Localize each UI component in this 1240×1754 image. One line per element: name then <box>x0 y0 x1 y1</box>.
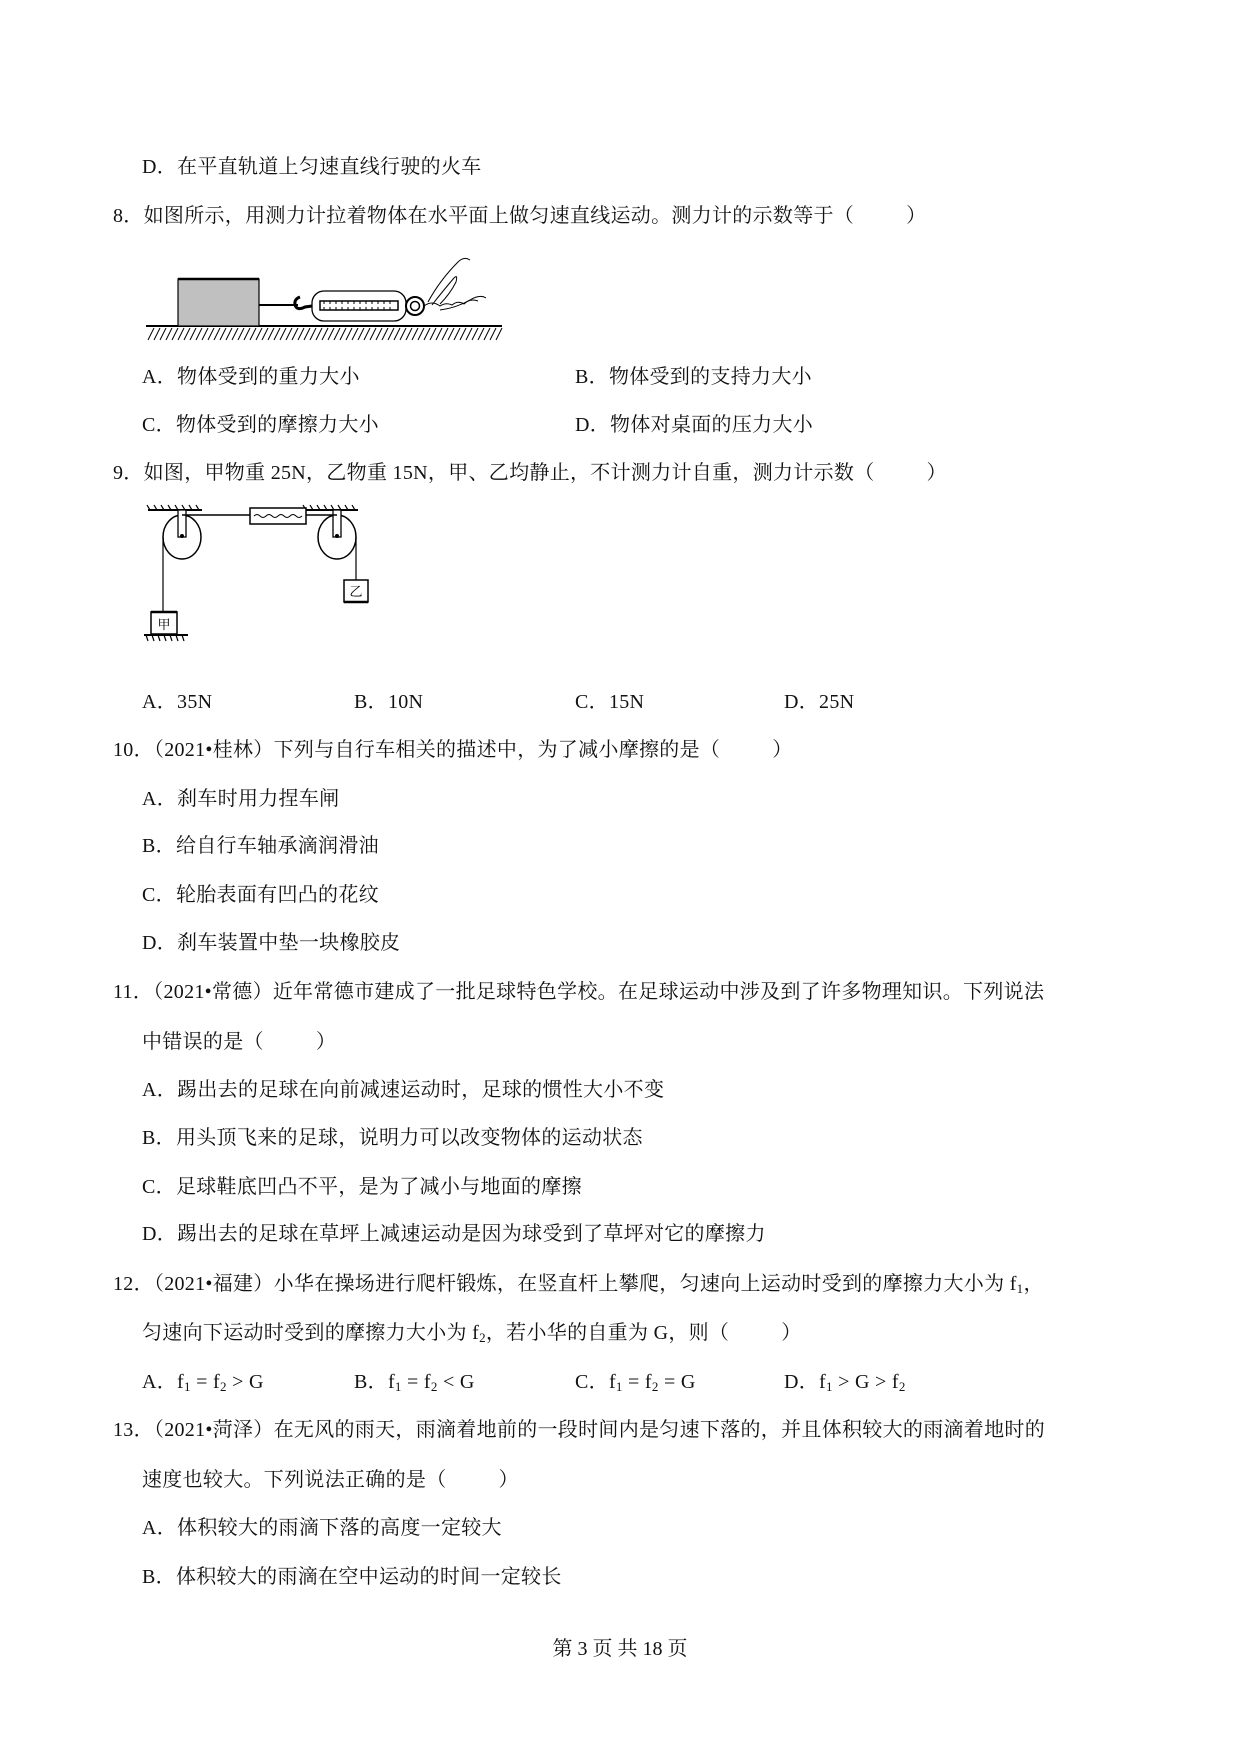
q11-option-a <box>142 1078 664 1102</box>
formula-part: = f <box>622 1371 652 1393</box>
figure-block-spring-scale <box>140 250 520 340</box>
subscript: 1 <box>394 1379 402 1394</box>
q9-stem <box>113 461 947 485</box>
question-number: 13． <box>113 1419 154 1441</box>
q10-option-b <box>142 834 379 858</box>
option-text: 在平直轨道上匀速直线行驶的火车 <box>177 156 482 178</box>
q12-option-d <box>784 1370 906 1394</box>
option-dot: ． <box>156 156 178 178</box>
q9-option-c <box>575 690 644 714</box>
block-jia-label: 甲 <box>157 618 171 633</box>
question-number: 12． <box>113 1273 154 1295</box>
figure-pulleys-spring-scale <box>140 500 420 650</box>
subscript: 1 <box>1016 1281 1024 1296</box>
question-text: ， <box>1023 1273 1044 1295</box>
formula-part: f <box>177 1371 185 1393</box>
question-number: 9． <box>113 462 144 484</box>
formula-part: = G <box>658 1371 696 1393</box>
question-paren-close: ） <box>926 462 947 484</box>
question-paren-close: ） <box>772 739 793 761</box>
option-label: C． <box>142 884 176 906</box>
q12-option-b <box>354 1370 475 1394</box>
option-label: B． <box>142 1566 176 1588</box>
option-label: D． <box>784 1371 820 1393</box>
q12-stem-continued <box>142 1321 802 1345</box>
formula-part: f <box>819 1371 827 1393</box>
subscript: 2 <box>479 1330 486 1345</box>
q11-stem-continued <box>142 1030 336 1054</box>
q10-option-c <box>142 883 379 907</box>
option-label: C． <box>142 414 176 436</box>
option-label: A． <box>142 788 178 810</box>
question-source: （2021•福建） <box>153 1273 274 1295</box>
block-yi-label: 乙 <box>349 585 363 600</box>
q8-option-d <box>575 413 813 437</box>
question-text: 在无风的雨天，雨滴着地前的一段时间内是匀速下落的，并且体积较大的雨滴着地时的 <box>273 1419 1046 1441</box>
question-number: 10． <box>113 739 154 761</box>
option-text: 体积较大的雨滴在空中运动的时间一定较长 <box>175 1566 562 1588</box>
option-label: A． <box>142 1371 178 1393</box>
subscript: 1 <box>184 1379 191 1394</box>
option-label: A． <box>142 1517 178 1539</box>
q11-option-d <box>142 1222 766 1246</box>
option-text: 刹车时用力捏车闸 <box>177 788 340 810</box>
option-text: 物体对桌面的压力大小 <box>610 414 814 436</box>
option-label: B． <box>575 366 609 388</box>
option-label: D． <box>784 691 820 713</box>
option-text: 体积较大的雨滴下落的高度一定较大 <box>177 1517 502 1539</box>
q7-option-d <box>142 155 482 179</box>
subscript: 1 <box>615 1379 623 1394</box>
q11-option-c <box>142 1175 582 1199</box>
q8-stem <box>113 204 926 228</box>
q13-stem-continued <box>142 1468 519 1492</box>
q8-option-c <box>142 413 379 437</box>
formula-part: = f <box>401 1371 431 1393</box>
option-label: B． <box>142 1127 176 1149</box>
q13-option-a <box>142 1516 502 1540</box>
question-paren-close: ） <box>315 1031 337 1053</box>
subscript: 2 <box>898 1379 906 1394</box>
option-label: D <box>142 156 157 178</box>
q10-stem <box>113 738 793 762</box>
q9-option-b <box>354 690 423 714</box>
q12-option-c <box>575 1370 696 1394</box>
subscript: 2 <box>430 1379 438 1394</box>
option-text: 25N <box>819 691 855 713</box>
option-label: C． <box>142 1176 176 1198</box>
formula-part: f <box>608 1371 616 1393</box>
question-source: （2021•常德） <box>153 981 273 1003</box>
question-text: 匀速向下运动时受到的摩擦力大小为 f <box>142 1322 480 1344</box>
q8-option-a <box>142 365 360 389</box>
q12-option-a <box>142 1370 264 1394</box>
question-text: 如图所示，用测力计拉着物体在水平面上做匀速直线运动。测力计的示数等于（ <box>143 205 855 227</box>
page-footer: 第 3 页 共 18 页 <box>552 1638 688 1660</box>
q8-option-b <box>575 365 812 389</box>
formula-part: f <box>387 1371 395 1393</box>
option-text: 踢出去的足球在向前减速运动时，足球的惯性大小不变 <box>177 1079 665 1101</box>
option-text: 15N <box>608 691 645 713</box>
question-text: 小华在操场进行爬杆锻炼，在竖直杆上攀爬，匀速向上运动时受到的摩擦力大小为 f <box>273 1273 1017 1295</box>
option-text: 物体受到的摩擦力大小 <box>175 414 379 436</box>
q11-stem <box>113 980 1044 1004</box>
option-text: 刹车装置中垫一块橡胶皮 <box>177 932 401 954</box>
option-text: 给自行车轴承滴润滑油 <box>175 835 379 857</box>
question-text: 速度也较大。下列说法正确的是（ <box>142 1469 447 1491</box>
question-text: 中错误的是（ <box>142 1031 264 1053</box>
option-label: A． <box>142 691 178 713</box>
option-label: D． <box>575 414 611 436</box>
q13-option-b <box>142 1565 562 1589</box>
question-source: （2021•桂林） <box>153 739 274 761</box>
option-text: 35N <box>177 691 213 713</box>
q10-option-a <box>142 787 339 811</box>
formula-part: > G > f <box>832 1371 899 1393</box>
option-label: B． <box>142 835 176 857</box>
option-text: 轮胎表面有凹凸的花纹 <box>175 884 379 906</box>
q11-option-b <box>142 1126 643 1150</box>
subscript: 2 <box>651 1379 659 1394</box>
option-label: A． <box>142 366 178 388</box>
option-label: D． <box>142 1223 178 1245</box>
question-number: 11． <box>113 981 154 1003</box>
q12-stem <box>113 1272 1044 1296</box>
option-text: 物体受到的重力大小 <box>177 366 360 388</box>
q13-stem <box>113 1418 1045 1442</box>
q10-option-d <box>142 931 400 955</box>
option-label: A． <box>142 1079 178 1101</box>
question-paren-close: ） <box>498 1469 519 1491</box>
question-source: （2021•菏泽） <box>153 1419 274 1441</box>
option-label: D． <box>142 932 178 954</box>
option-text: 10N <box>387 691 424 713</box>
option-label: C． <box>575 1371 609 1393</box>
question-paren-close: ） <box>781 1322 802 1344</box>
formula-part: < G <box>437 1371 475 1393</box>
option-text: 足球鞋底凹凸不平，是为了减小与地面的摩擦 <box>175 1176 582 1198</box>
formula-part: > G <box>226 1371 264 1393</box>
question-text: 近年常德市建成了一批足球特色学校。在足球运动中涉及到了许多物理知识。下列说法 <box>272 981 1045 1003</box>
subscript: 2 <box>219 1379 227 1394</box>
option-label: B． <box>354 1371 388 1393</box>
question-number: 8． <box>113 205 144 227</box>
subscript: 1 <box>826 1379 833 1394</box>
option-text: 用头顶飞来的足球，说明力可以改变物体的运动状态 <box>175 1127 643 1149</box>
question-text: ，若小华的自重为 G，则（ <box>485 1322 730 1344</box>
question-text: 如图，甲物重 25N，乙物重 15N，甲、乙均静止，不计测力计自重，测力计示数（ <box>143 462 875 484</box>
option-text: 物体受到的支持力大小 <box>608 366 812 388</box>
option-text: 踢出去的足球在草坪上减速运动是因为球受到了草坪对它的摩擦力 <box>177 1223 766 1245</box>
q9-option-d <box>784 690 854 714</box>
option-label: C． <box>575 691 609 713</box>
question-text: 下列与自行车相关的描述中，为了减小摩擦的是（ <box>273 739 721 761</box>
option-label: B． <box>354 691 388 713</box>
question-paren-close: ） <box>906 205 927 227</box>
formula-part: = f <box>190 1371 220 1393</box>
q9-option-a <box>142 690 212 714</box>
